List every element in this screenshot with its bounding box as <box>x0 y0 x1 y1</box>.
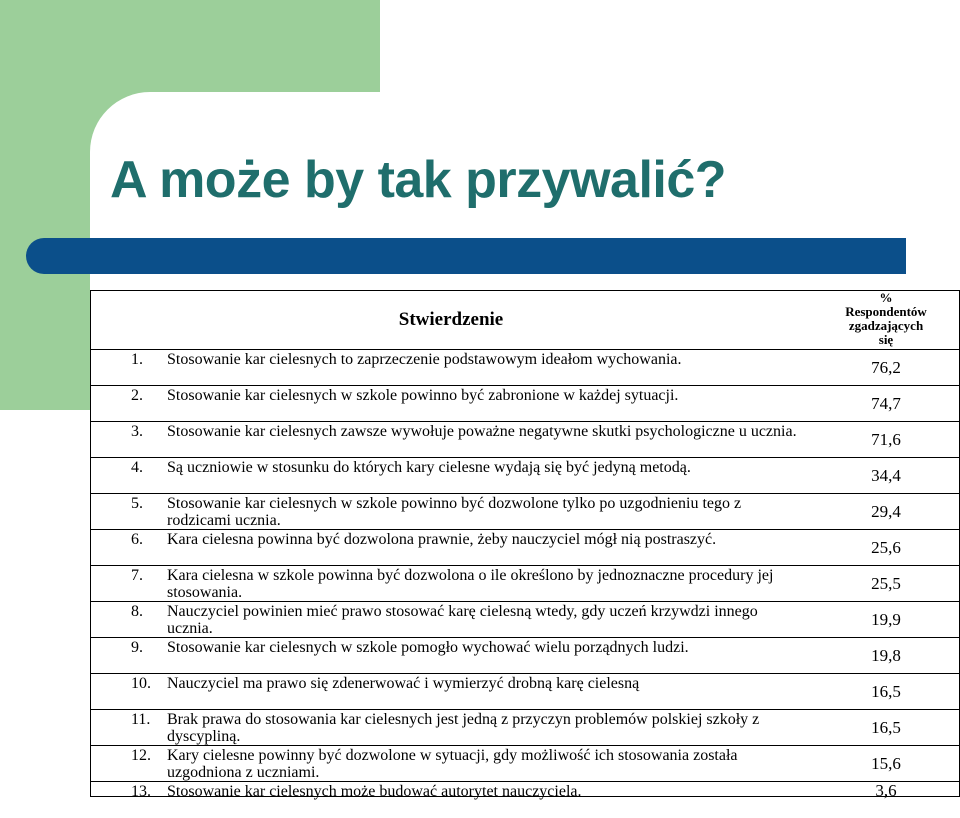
table-header <box>91 291 959 349</box>
row-number: 8. <box>131 603 143 620</box>
row-statement: Nauczyciel powinien mieć prawo stosować karę cielesną wtedy, gdy uczeń krzywdzi innego ucznia. <box>167 603 758 637</box>
row-statement: Stosowanie kar cielesnych w szkole powinno być zabronione w każdej sytuacji. <box>167 387 679 404</box>
row-percent: 25,6 <box>871 537 901 557</box>
row-number: 4. <box>131 459 143 476</box>
slide-title: A może by tak przywalić? <box>110 151 727 209</box>
row-percent: 29,4 <box>871 501 901 521</box>
row-statement: Stosowanie kar cielesnych może budować autorytet nauczyciela. <box>167 783 582 800</box>
table-row <box>91 457 959 493</box>
row-number: 13. <box>131 783 151 800</box>
header-percent-label-1: Respondentów <box>845 304 927 319</box>
header-percent-label-3: się <box>878 332 894 347</box>
row-number: 12. <box>131 747 151 764</box>
row-percent: 19,9 <box>871 609 901 629</box>
row-percent: 25,5 <box>871 573 901 593</box>
row-percent: 3,6 <box>875 780 897 800</box>
table-row <box>91 709 959 745</box>
header-percent-label-2: zgadzających <box>848 318 924 333</box>
row-number: 7. <box>131 567 143 584</box>
row-percent: 76,2 <box>871 357 901 377</box>
table-row <box>91 493 959 529</box>
table-row <box>91 349 959 385</box>
table-row <box>91 421 959 457</box>
row-percent: 16,5 <box>871 717 901 737</box>
row-number: 5. <box>131 495 143 512</box>
row-number: 11. <box>131 711 151 728</box>
row-number: 9. <box>131 639 143 656</box>
header-percent-symbol: % <box>879 290 893 305</box>
table-row <box>91 673 959 709</box>
row-percent: 19,8 <box>871 645 901 665</box>
row-number: 10. <box>131 675 151 692</box>
row-statement: Stosowanie kar cielesnych w szkole powinno być dozwolone tylko po uzgodnieniu tego z rodzicami ucznia. <box>167 495 742 529</box>
decorative-title-bar <box>26 238 906 274</box>
row-statement: Nauczyciel ma prawo się zdenerwować i wymierzyć drobną karę cielesną <box>167 675 640 692</box>
table-row <box>91 385 959 421</box>
row-statement: Stosowanie kar cielesnych zawsze wywołuje poważne negatywne skutki psychologiczne u ucznia. <box>167 423 797 440</box>
row-statement: Stosowanie kar cielesnych w szkole pomogło wychować wielu porządnych ludzi. <box>167 639 689 656</box>
row-statement: Kara cielesna powinna być dozwolona prawnie, żeby nauczyciel mógł nią postraszyć. <box>167 531 717 548</box>
row-percent: 74,7 <box>871 393 901 413</box>
row-number: 1. <box>131 351 143 368</box>
table-row <box>91 565 959 601</box>
table-row <box>91 601 959 637</box>
table-row <box>91 637 959 673</box>
row-number: 6. <box>131 531 143 548</box>
row-statement: Kara cielesna w szkole powinna być dozwolona o ile określono by jednoznaczne procedury jej stosowania. <box>167 567 774 601</box>
header-statement: Stwierdzenie <box>398 309 504 330</box>
row-statement: Brak prawa do stosowania kar cielesnych jest jedną z przyczyn problemów polskiej szkoły z dyscypliną. <box>167 711 760 745</box>
survey-table <box>90 290 960 800</box>
row-percent: 15,6 <box>871 753 901 773</box>
row-percent: 71,6 <box>871 429 901 449</box>
row-statement: Stosowanie kar cielesnych to zaprzeczenie podstawowym ideałom wychowania. <box>167 351 682 368</box>
row-percent: 16,5 <box>871 681 901 701</box>
table-row <box>91 529 959 565</box>
header-percent <box>813 291 959 349</box>
table-row <box>91 745 959 781</box>
row-number: 2. <box>131 387 143 404</box>
table-row <box>91 781 959 799</box>
row-number: 3. <box>131 423 143 440</box>
row-percent: 34,4 <box>871 465 901 485</box>
row-statement: Są uczniowie w stosunku do których kary cielesne wydają się być jedyną metodą. <box>167 459 691 476</box>
row-statement: Kary cielesne powinny być dozwolone w sytuacji, gdy możliwość ich stosowania została uzgodniona z uczniami. <box>167 747 738 781</box>
